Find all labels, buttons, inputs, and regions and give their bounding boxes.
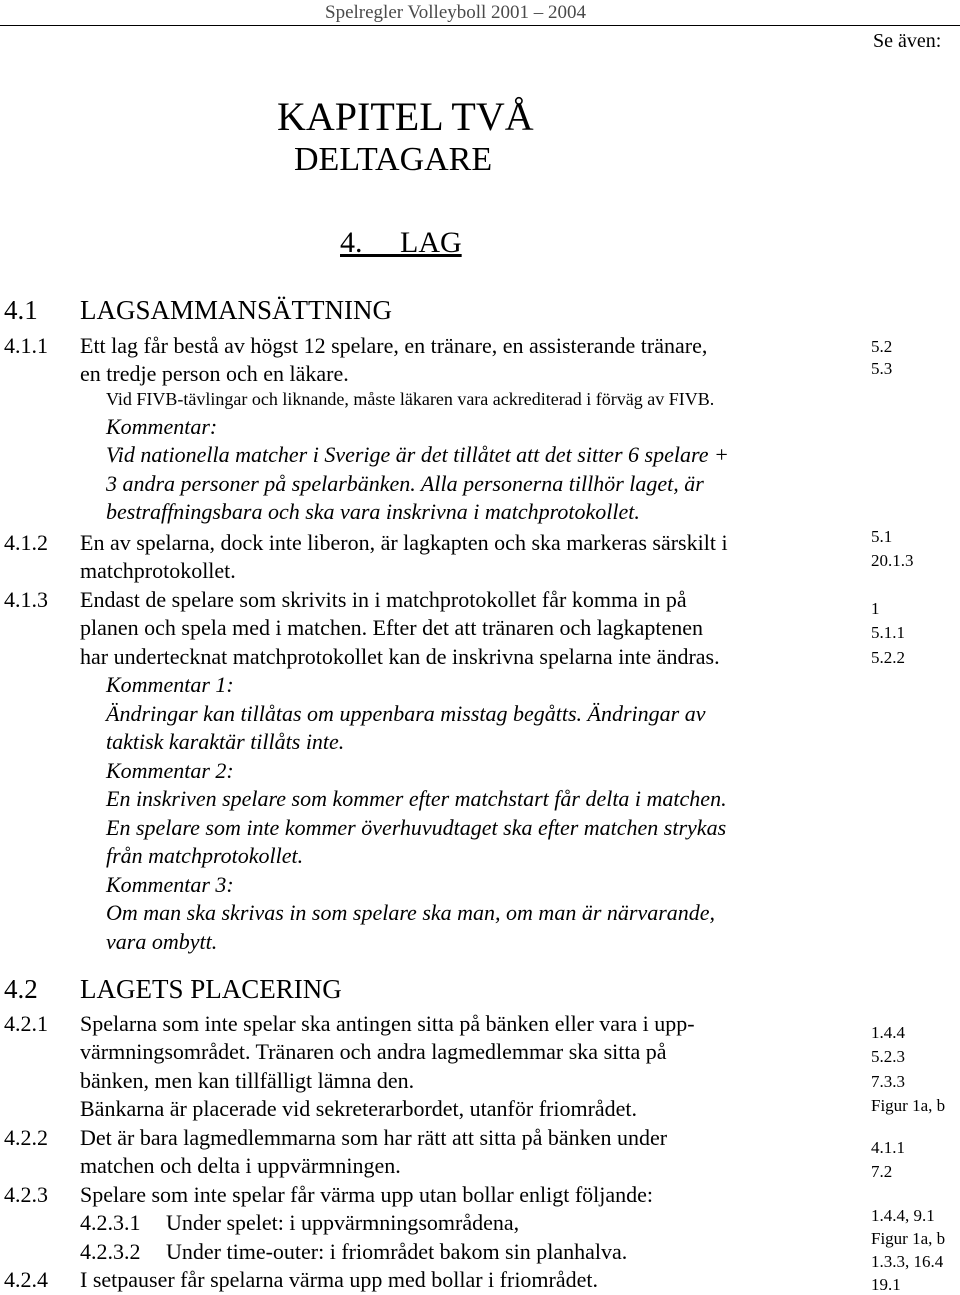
rule-4-2-1-line-3: bänken, men kan tillfälligt lämna den. bbox=[80, 1068, 415, 1093]
section-title: LAG bbox=[400, 226, 462, 259]
subsection-number-4-2: 4.2 bbox=[4, 974, 38, 1004]
comment-2-line-1: En inskriven spelare som kommer efter matchstart får delta i matchen. bbox=[106, 786, 727, 811]
see-also-heading: Se även: bbox=[873, 30, 942, 52]
see-also-ref: 7.2 bbox=[871, 1162, 893, 1181]
rule-number-4-1-3: 4.1.3 bbox=[4, 587, 48, 612]
header-rule bbox=[0, 25, 960, 26]
rule-number-4-1-1: 4.1.1 bbox=[4, 333, 48, 358]
see-also-ref: 1.4.4, 9.1 bbox=[871, 1206, 935, 1225]
chapter-title: KAPITEL TVÅ bbox=[277, 94, 534, 139]
see-also-ref: 5.1.1 bbox=[871, 623, 905, 642]
comment-line-1: Vid nationella matcher i Sverige är det tillåtet att det sitter 6 spelare + bbox=[106, 442, 729, 467]
rule-4-2-3-2-text: Under time-outer: i friområdet bakom sin planhalva. bbox=[166, 1239, 628, 1264]
subsection-title-4-1: LAGSAMMANSÄTTNING bbox=[80, 295, 393, 325]
see-also-ref: Figur 1a, b bbox=[871, 1229, 946, 1248]
running-header-title: Spelregler Volleyboll 2001 – 2004 bbox=[325, 2, 587, 23]
comment-1-line-1: Ändringar kan tillåtas om uppenbara misstag begåtts. Ändringar av bbox=[106, 701, 706, 726]
rule-number-4-2-3: 4.2.3 bbox=[4, 1182, 48, 1207]
see-also-ref: 1.3.3, 16.4 bbox=[871, 1252, 944, 1271]
rule-4-1-1-line-3: Vid FIVB-tävlingar och liknande, måste läkaren vara ackrediterad i förväg av FIVB. bbox=[106, 389, 715, 409]
see-also-ref: 7.3.3 bbox=[871, 1072, 905, 1091]
see-also-ref: 1 bbox=[871, 599, 880, 618]
comment-2-line-3: från matchprotokollet. bbox=[106, 843, 304, 868]
rule-number-4-2-3-1: 4.2.3.1 bbox=[80, 1210, 141, 1235]
comment-1-line-2: taktisk karaktär tillåts inte. bbox=[106, 729, 345, 754]
rule-number-4-2-2: 4.2.2 bbox=[4, 1125, 48, 1150]
comment-3-line-2: vara ombytt. bbox=[106, 929, 218, 954]
rule-number-4-1-2: 4.1.2 bbox=[4, 530, 48, 555]
see-also-ref: Figur 1a, b bbox=[871, 1096, 946, 1115]
rule-number-4-2-3-2: 4.2.3.2 bbox=[80, 1239, 141, 1264]
comment-line-2: 3 andra personer på spelarbänken. Alla personerna tillhör laget, är bbox=[106, 471, 704, 496]
rule-4-2-2-line-1: Det är bara lagmedlemmarna som har rätt att sitta på bänken under bbox=[80, 1125, 668, 1150]
see-also-ref: 5.2 bbox=[871, 337, 893, 356]
comment-3-label: Kommentar 3: bbox=[106, 872, 234, 897]
comment-line-3: bestraffningsbara och ska vara inskrivna i matchprotokollet. bbox=[106, 499, 640, 524]
comment-3-line-1: Om man ska skrivas in som spelare ska man, om man är närvarande, bbox=[106, 900, 716, 925]
rule-4-1-2-line-2: matchprotokollet. bbox=[80, 558, 236, 583]
rule-4-1-1-line-1: Ett lag får bestå av högst 12 spelare, en tränare, en assisterande tränare, bbox=[80, 333, 708, 358]
rule-4-2-3-line-1: Spelare som inte spelar får värma upp utan bollar enligt följande: bbox=[80, 1182, 654, 1207]
rule-4-1-3-line-3: har undertecknat matchprotokollet kan de inskrivna spelarna inte ändras. bbox=[80, 644, 720, 669]
comment-label: Kommentar: bbox=[106, 414, 218, 439]
see-also-ref: 5.1 bbox=[871, 527, 893, 546]
see-also-ref: 5.2.2 bbox=[871, 648, 905, 667]
see-also-ref: 5.3 bbox=[871, 359, 893, 378]
rule-4-2-1-line-4: Bänkarna är placerade vid sekreterarbordet, utanför friområdet. bbox=[80, 1096, 638, 1121]
rule-4-2-4-text: I setpauser får spelarna värma upp med bollar i friområdet. bbox=[80, 1267, 599, 1292]
comment-2-label: Kommentar 2: bbox=[106, 758, 234, 783]
see-also-ref: 20.1.3 bbox=[871, 551, 914, 570]
rule-4-1-2-line-1: En av spelarna, dock inte liberon, är lagkapten och ska markeras särskilt i bbox=[80, 530, 728, 555]
section-heading bbox=[340, 226, 462, 260]
rule-number-4-2-1: 4.2.1 bbox=[4, 1011, 48, 1036]
comment-2-line-2: En spelare som inte kommer överhuvudtaget ska efter matchen strykas bbox=[106, 815, 727, 840]
rule-4-1-1-line-2: en tredje person och en läkare. bbox=[80, 361, 349, 386]
rule-4-1-3-line-2: planen och spela med i matchen. Efter det att tränaren och lagkaptenen bbox=[80, 615, 704, 640]
rule-4-2-3-1-text: Under spelet: i uppvärmningsområdena, bbox=[166, 1210, 520, 1235]
see-also-ref: 1.4.4 bbox=[871, 1023, 905, 1042]
rule-4-1-3-line-1: Endast de spelare som skrivits in i matchprotokollet får komma in på bbox=[80, 587, 687, 612]
subsection-number-4-1: 4.1 bbox=[4, 295, 38, 325]
rule-4-2-1-line-1: Spelarna som inte spelar ska antingen sitta på bänken eller vara i upp- bbox=[80, 1011, 695, 1036]
chapter-subtitle: DELTAGARE bbox=[294, 141, 493, 178]
comment-1-label: Kommentar 1: bbox=[106, 672, 234, 697]
rule-number-4-2-4: 4.2.4 bbox=[4, 1267, 48, 1292]
subsection-title-4-2: LAGETS PLACERING bbox=[80, 974, 342, 1004]
see-also-ref: 5.2.3 bbox=[871, 1047, 905, 1066]
section-number: 4. bbox=[340, 226, 363, 259]
rule-4-2-1-line-2: värmningsområdet. Tränaren och andra lagmedlemmar ska sitta på bbox=[80, 1039, 667, 1064]
see-also-ref: 19.1 bbox=[871, 1275, 901, 1294]
rule-4-2-2-line-2: matchen och delta i uppvärmningen. bbox=[80, 1153, 401, 1178]
see-also-ref: 4.1.1 bbox=[871, 1138, 905, 1157]
